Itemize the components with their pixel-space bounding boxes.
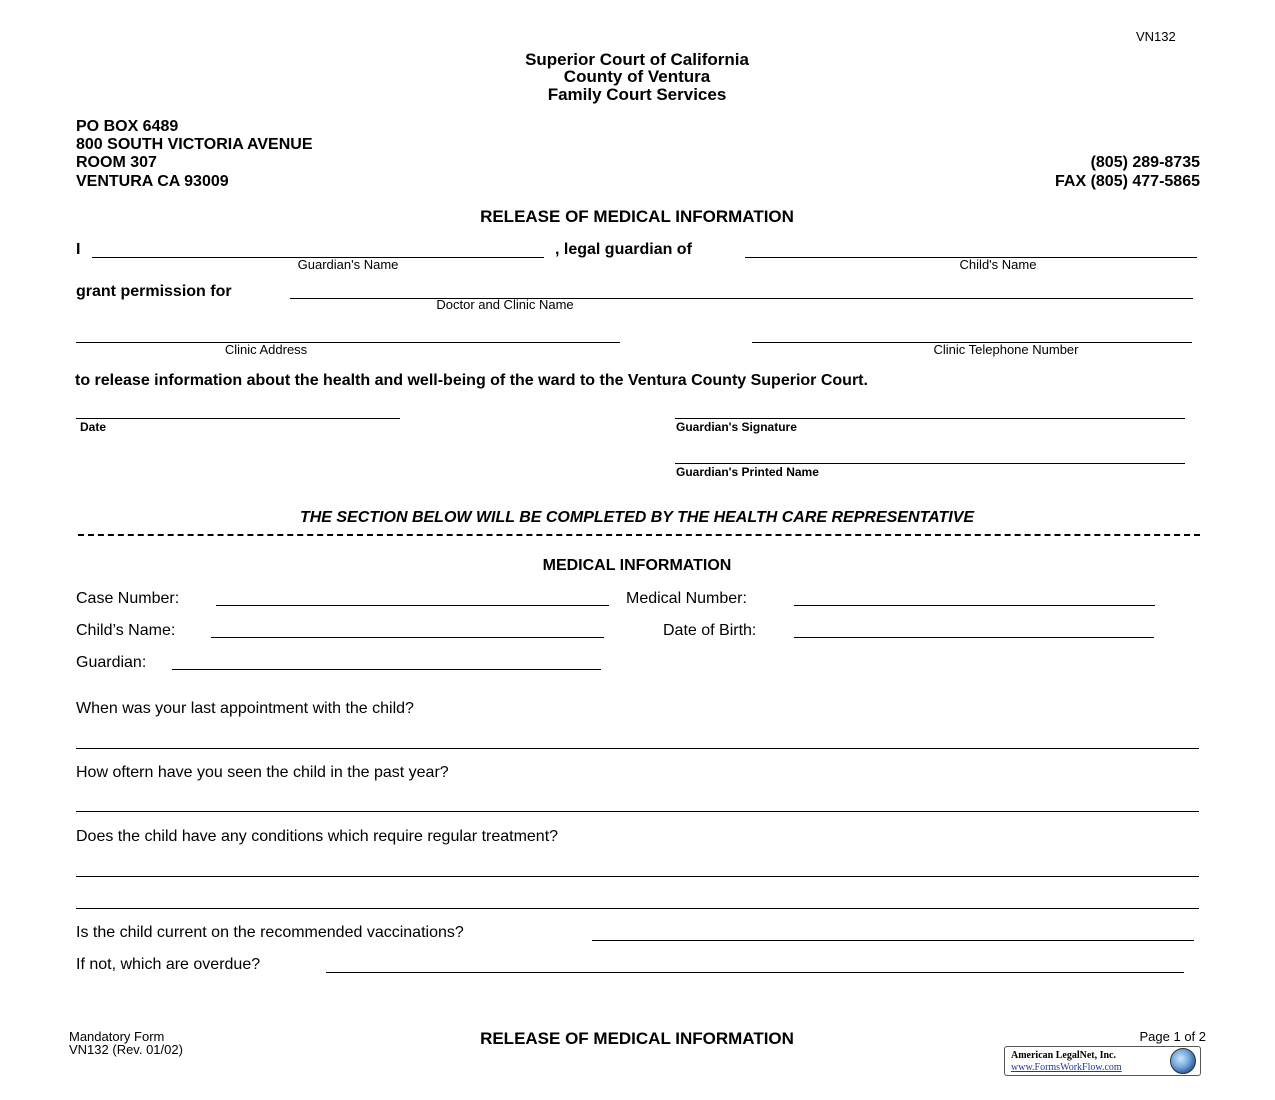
answer-conditions-line-1[interactable] [76, 876, 1199, 877]
answer-visit-frequency[interactable] [76, 811, 1199, 812]
answer-conditions-line-2[interactable] [76, 908, 1199, 909]
section-divider [78, 534, 1200, 536]
guardian-signature-field[interactable] [675, 418, 1185, 419]
logo-url[interactable]: www.FormsWorkFlow.com [1011, 1062, 1122, 1073]
answer-overdue[interactable] [326, 972, 1184, 973]
question-visit-frequency: How oftern have you seen the child in the past year? [76, 764, 449, 781]
date-field[interactable] [76, 418, 400, 419]
case-number-label: Case Number: [76, 590, 180, 607]
child-name-caption: Child's Name [959, 257, 1037, 272]
fax-number: FAX (805) 477-5865 [1055, 173, 1200, 190]
section-notice: THE SECTION BELOW WILL BE COMPLETED BY THE HEALTH CARE REPRESENTATIVE [299, 509, 975, 526]
court-division: Family Court Services [547, 85, 727, 104]
question-vaccinations: Is the child current on the recommended vaccinations? [76, 924, 464, 941]
footer-mandatory: Mandatory Form [69, 1029, 165, 1044]
footer-revision: VN132 (Rev. 01/02) [69, 1042, 183, 1057]
legalnet-logo[interactable] [1004, 1046, 1201, 1076]
court-county: County of Ventura [563, 67, 711, 86]
medical-heading: MEDICAL INFORMATION [542, 557, 732, 574]
form-title: RELEASE OF MEDICAL INFORMATION [480, 207, 794, 226]
clinic-address-caption: Clinic Address [224, 342, 308, 357]
globe-icon [1170, 1048, 1196, 1074]
question-conditions: Does the child have any conditions which require regular treatment? [76, 828, 559, 845]
address-room: ROOM 307 [76, 154, 157, 171]
case-number-field[interactable] [216, 605, 609, 606]
medical-number-field[interactable] [794, 605, 1155, 606]
signature-caption: Guardian's Signature [676, 420, 797, 434]
release-statement: to release information about the health and well-being of the ward to the Ventura County Superior Court. [75, 372, 868, 389]
doctor-caption: Doctor and Clinic Name [436, 297, 574, 312]
date-of-birth-field[interactable] [794, 637, 1154, 638]
question-overdue: If not, which are overdue? [76, 956, 261, 973]
guardian-label: Guardian: [76, 654, 147, 671]
guardian-printed-name-field[interactable] [675, 463, 1185, 464]
legal-guardian-label: , legal guardian of [555, 241, 692, 258]
guardian-field[interactable] [172, 669, 601, 670]
date-of-birth-label: Date of Birth: [663, 622, 757, 639]
answer-last-appointment[interactable] [76, 748, 1199, 749]
guardian-name-caption: Guardian's Name [297, 257, 399, 272]
childs-name-label: Child’s Name: [76, 622, 176, 639]
grant-permission-label: grant permission for [76, 283, 232, 300]
clinic-phone-caption: Clinic Telephone Number [933, 342, 1079, 357]
childs-name-field[interactable] [211, 637, 604, 638]
footer-page-number: Page 1 of 2 [1139, 1029, 1206, 1044]
printed-name-caption: Guardian's Printed Name [676, 465, 819, 479]
question-last-appointment: When was your last appointment with the child? [76, 700, 414, 717]
form-code: VN132 [1136, 29, 1176, 44]
footer-title: RELEASE OF MEDICAL INFORMATION [480, 1029, 794, 1048]
phone-number: (805) 289-8735 [1090, 154, 1200, 171]
answer-vaccinations[interactable] [592, 940, 1194, 941]
address-street: 800 SOUTH VICTORIA AVENUE [76, 136, 313, 153]
logo-company: American LegalNet, Inc. [1011, 1050, 1116, 1061]
date-caption: Date [80, 420, 107, 434]
court-name: Superior Court of California [525, 50, 749, 69]
address-po-box: PO BOX 6489 [76, 118, 179, 135]
i-label: I [76, 241, 81, 258]
address-city: VENTURA CA 93009 [76, 173, 229, 190]
medical-number-label: Medical Number: [626, 590, 747, 607]
